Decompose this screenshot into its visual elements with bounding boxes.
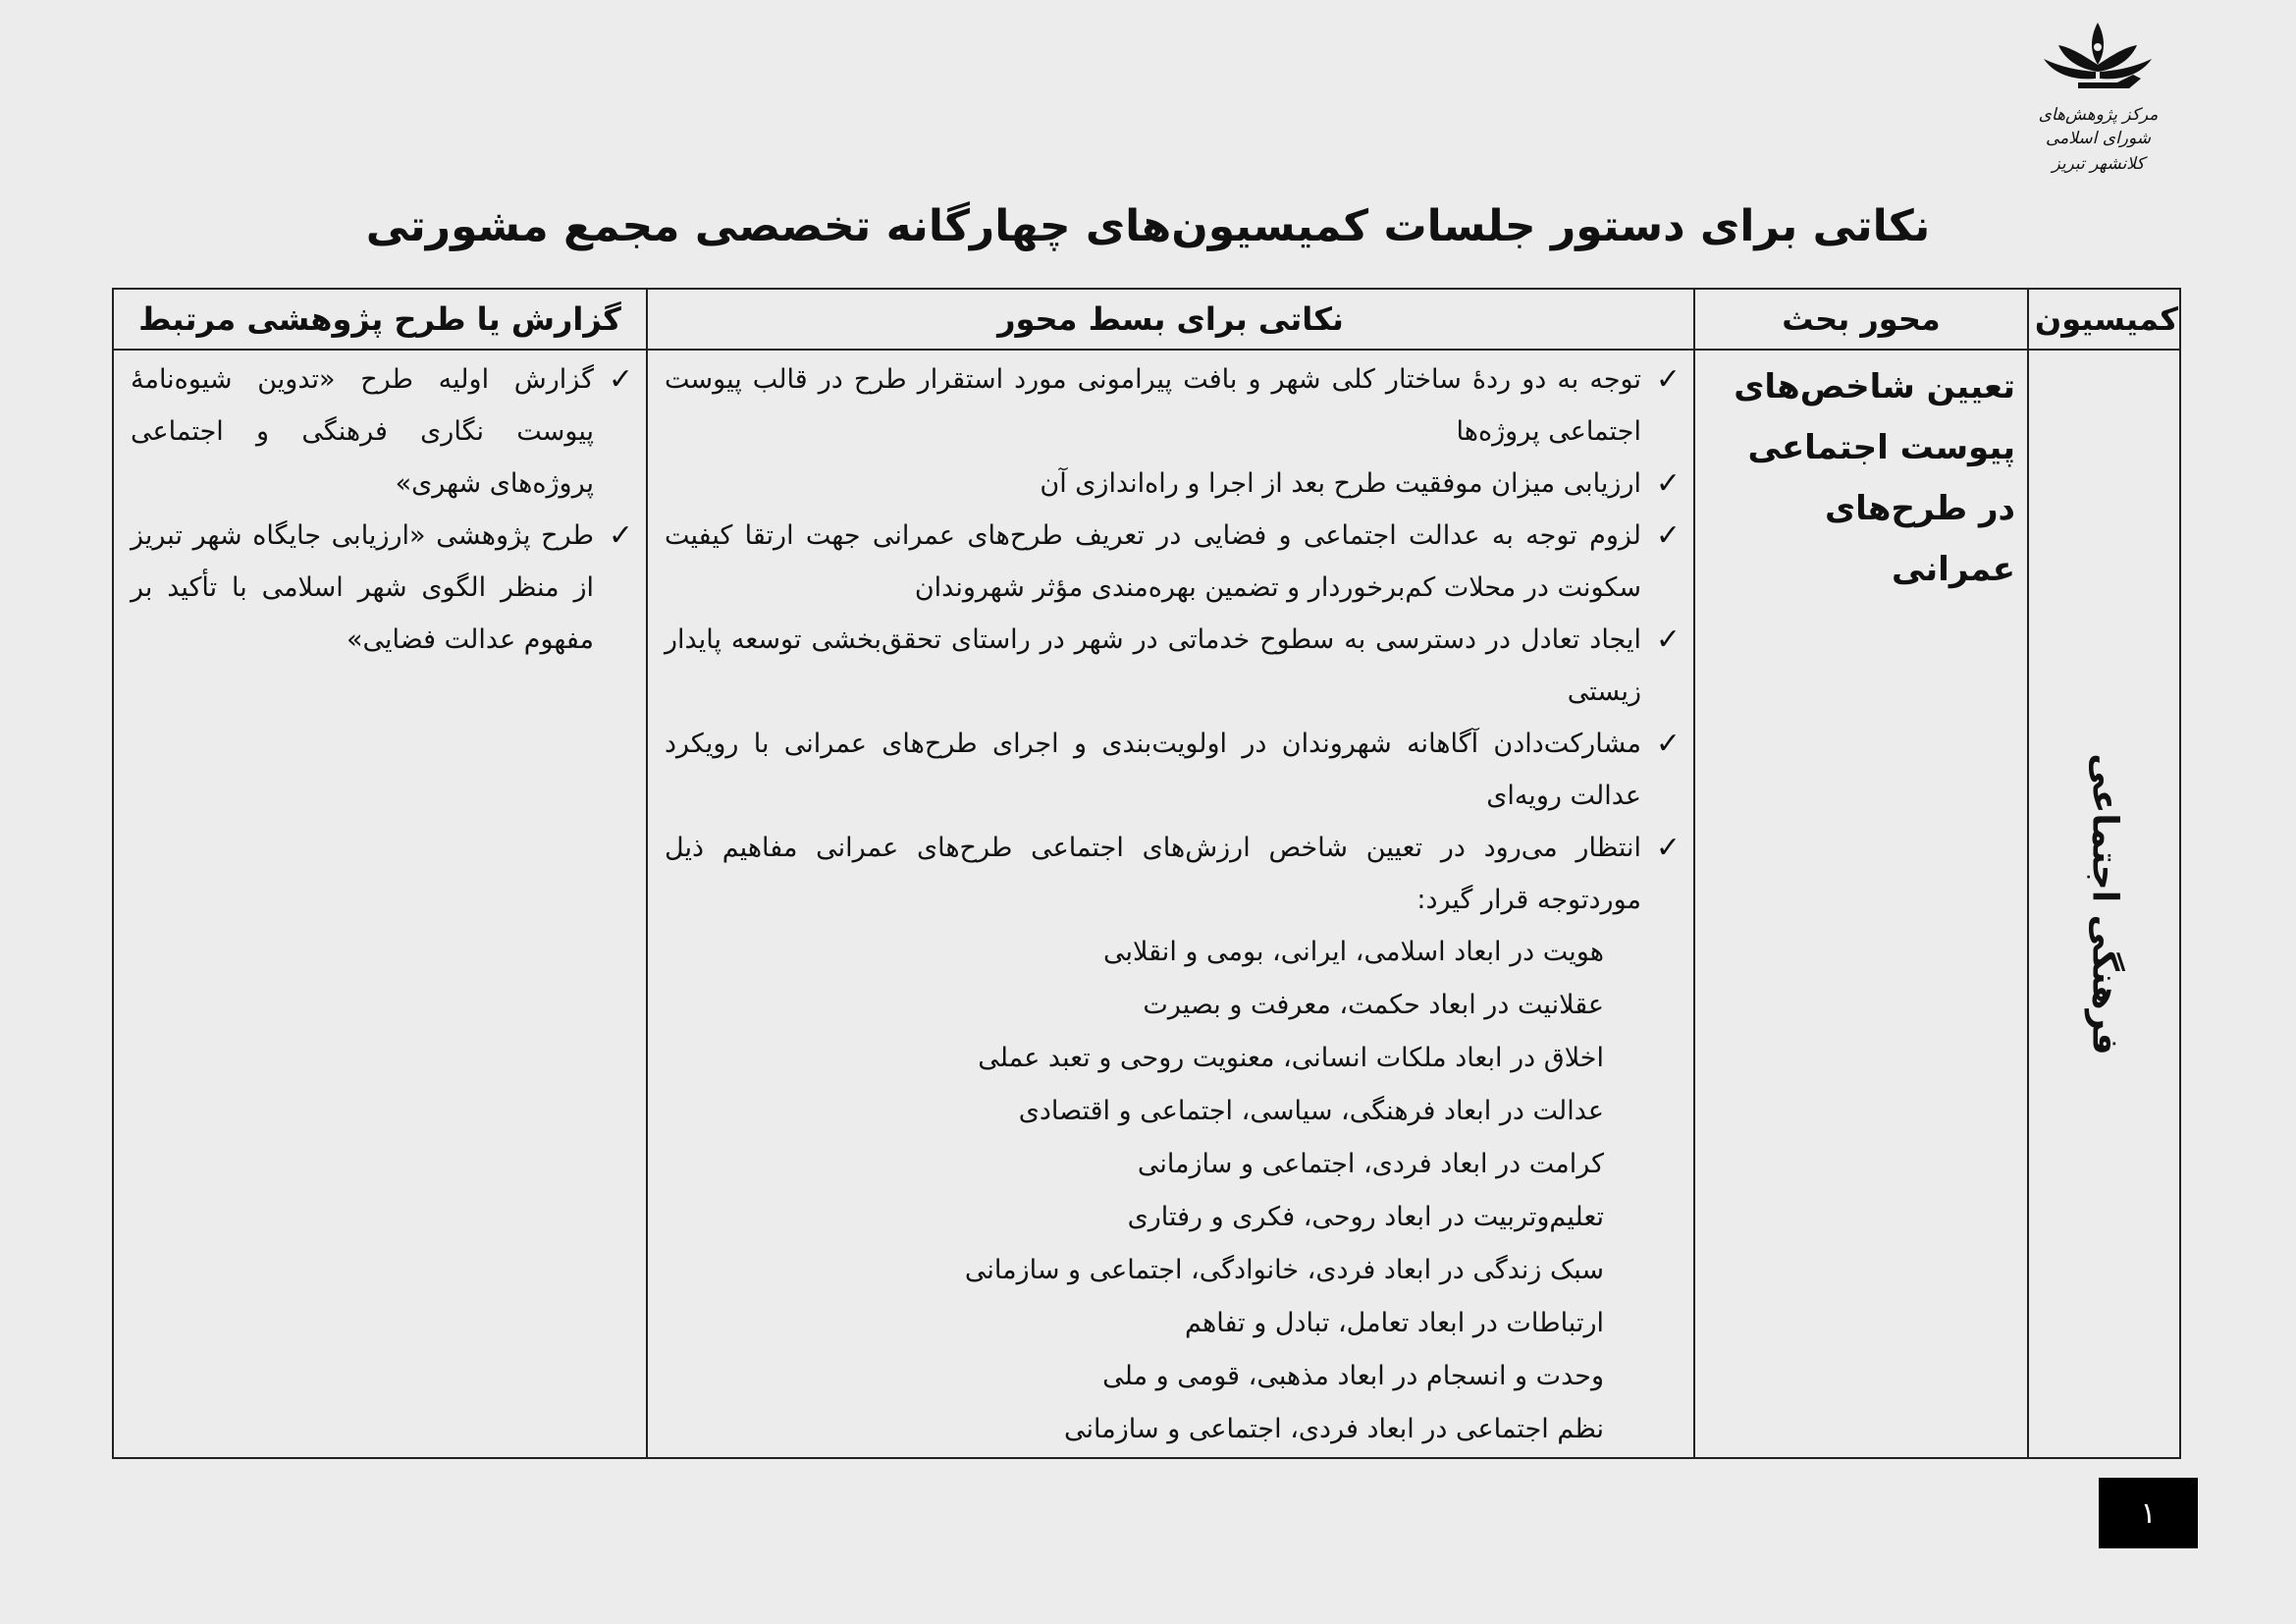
checkmark-icon: ✓ [1655,518,1681,553]
notes-cell [647,350,1694,1458]
axis-cell [1694,350,2028,1458]
concept-item: نظم اجتماعی در ابعاد فردی، اجتماعی و سازمانی [1064,1414,1604,1444]
axis-text: تعیین شاخص‌های پیوست اجتماعی در طرح‌های عمرانی [1734,367,2015,589]
report-item [131,510,633,666]
checkmark-icon: ✓ [1655,362,1681,397]
page-number: ۱ [2099,1478,2198,1548]
checkmark-icon: ✓ [608,362,633,397]
note-item [665,510,1681,614]
concept-item: سبک زندگی در ابعاد فردی، خانوادگی، اجتماعی و سازمانی [964,1255,1604,1285]
report-item [131,353,633,510]
commission-cell [2028,350,2180,1458]
note-text: توجه به دو ردهٔ ساختار کلی شهر و بافت پیرامونی مورد استقرار طرح در قالب پیوست اجتماعی پروژه‌ها [665,364,1641,447]
concept-item: ارتباطات در ابعاد تعامل، تبادل و تفاهم [1185,1308,1604,1338]
concept-item: اخلاق در ابعاد ملکات انسانی، معنویت روحی و تعبد عملی [978,1043,1604,1073]
report-text: گزارش اولیه طرح «تدوین شیوه‌نامهٔ پیوست نگاری فرهنگی و اجتماعی پروژه‌های شهری» [131,364,594,499]
concept-item: تعلیم‌وتربیت در ابعاد روحی، فکری و رفتاری [1127,1202,1604,1232]
note-item [665,458,1681,510]
note-item [665,718,1681,822]
concept-item: کرامت در ابعاد فردی، اجتماعی و سازمانی [1137,1149,1604,1179]
note-item [665,822,1681,926]
note-text: انتظار می‌رود در تعیین شاخص ارزش‌های اجتماعی طرح‌های عمرانی مفاهیم ذیل موردتوجه قرار گیرد: [665,833,1641,915]
note-item [665,614,1681,718]
logo-text-line2: کلانشهر تبریز [2052,154,2145,174]
concept-item: هویت در ابعاد اسلامی، ایرانی، بومی و انقلابی [1103,937,1604,967]
concept-item: عدالت در ابعاد فرهنگی، سیاسی، اجتماعی و اقتصادی [1018,1096,1604,1126]
note-text: ایجاد تعادل در دسترسی به سطوح خدماتی در شهر در راستای تحقق‌بخشی توسعه پایدار زیستی [665,624,1641,707]
note-text: لزوم توجه به عدالت اجتماعی و فضایی در تعریف طرح‌های عمرانی جهت ارتقا کیفیت سکونت در محلات کم‌برخوردار و تضمین بهره‌مندی مؤثر شهروندان [665,520,1641,603]
concept-item: عقلانیت در ابعاد حکمت، معرفت و بصیرت [1143,990,1604,1020]
report-cell [113,350,647,1458]
concepts-list [649,926,1692,1456]
commission-table [112,288,2181,1459]
header-commission: کمیسیون [2028,289,2180,350]
note-item [665,353,1681,458]
header-axis: محور بحث [1694,289,2028,350]
concept-item: وحدت و انسجام در ابعاد مذهبی، قومی و ملی [1102,1361,1604,1391]
table-header-row [113,289,2180,350]
table-row [113,350,2180,1458]
logo [2017,18,2179,185]
note-text: مشارکت‌دادن آگاهانه شهروندان در اولویت‌بندی و اجرای طرح‌های عمرانی با رویکرد عدالت رویه‌ای [665,729,1641,811]
report-text: طرح پژوهشی «ارزیابی جایگاه شهر تبریز از منظر الگوی شهر اسلامی با تأکید بر مفهوم عدالت فضایی» [131,520,594,655]
checkmark-icon: ✓ [1655,831,1681,865]
notes-list [649,352,1692,926]
logo-text-line1: مرکز پژوهش‌های شورای اسلامی [2038,105,2159,148]
checkmark-icon: ✓ [608,518,633,553]
header-notes: نکاتی برای بسط محور [647,289,1694,350]
checkmark-icon: ✓ [1655,466,1681,501]
header-report: گزارش یا طرح پژوهشی مرتبط [113,289,647,350]
commission-name: فرهنگی اجتماعی [2084,752,2124,1056]
note-text: ارزیابی میزان موفقیت طرح بعد از اجرا و راه‌اندازی آن [1040,468,1641,499]
checkmark-icon: ✓ [1655,727,1681,761]
page-title: نکاتی برای دستور جلسات کمیسیون‌های چهارگانه تخصصی مجمع مشورتی [365,201,1931,251]
checkmark-icon: ✓ [1655,623,1681,657]
lotus-logo-icon [2039,18,2157,101]
reports-list [115,352,645,666]
